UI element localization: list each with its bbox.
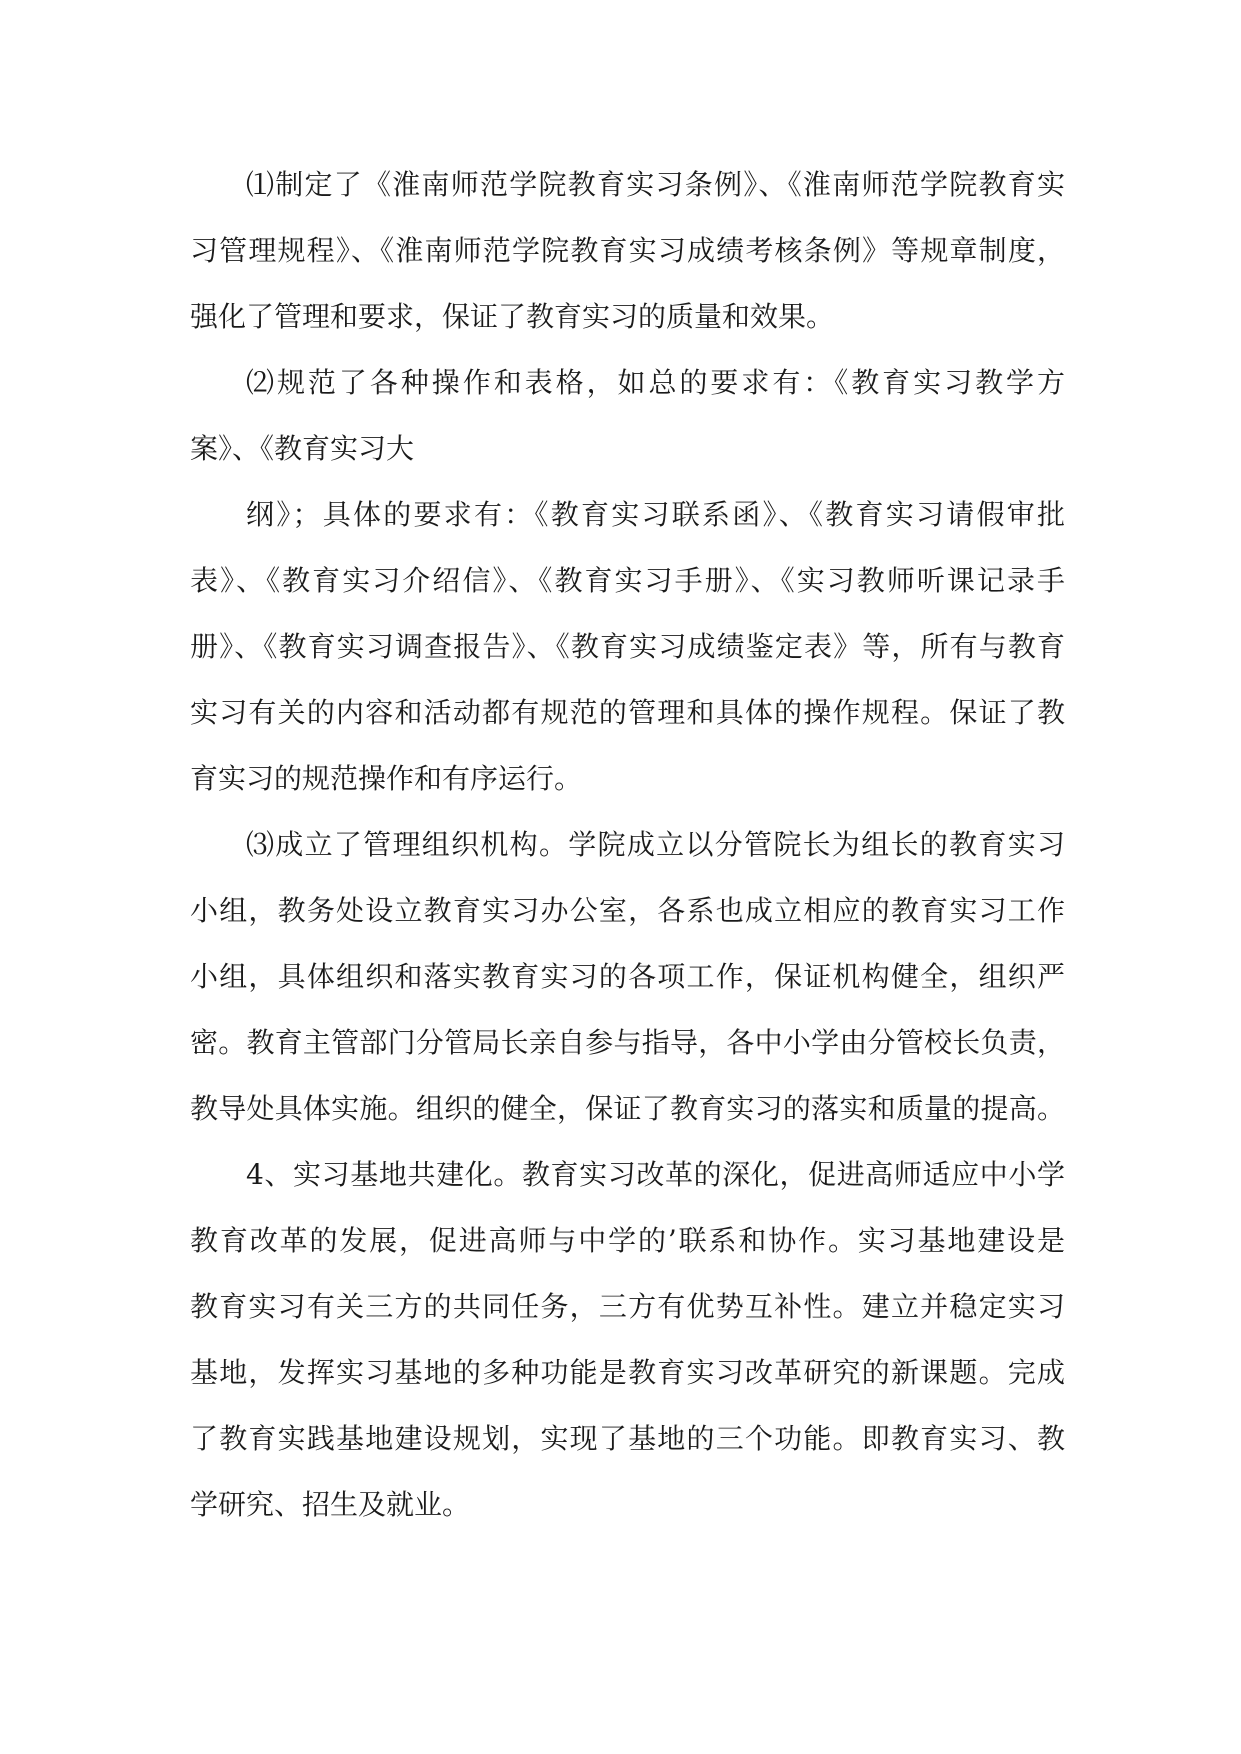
text-line: 育实习的规范操作和有序运行。 (190, 762, 583, 795)
text-line: 密。教育主管部门分管局长亲自参与指导，各中小学由分管校长负责， (190, 1026, 1065, 1059)
text-line: 基地，发挥实习基地的多种功能是教育实习改革研究的新课题。完成 (190, 1356, 1065, 1389)
paragraph-5 (190, 1142, 1065, 1538)
text-line: 表》、《教育实习介绍信》、《教育实习手册》、《实习教师听课记录手 (190, 564, 1065, 597)
text-line: 学研究、招生及就业。 (190, 1488, 471, 1521)
text-line: ⑶成立了管理组织机构。学院成立以分管院长为组长的教育实习 (246, 828, 1065, 861)
document-body (190, 152, 1065, 1538)
text-line: 册》、《教育实习调查报告》、《教育实习成绩鉴定表》等，所有与教育 (190, 630, 1065, 663)
text-line: 了教育实践基地建设规划，实现了基地的三个功能。即教育实习、教 (190, 1422, 1065, 1455)
text-line: 4、实习基地共建化。教育实习改革的深化，促进高师适应中小学 (246, 1158, 1065, 1191)
text-line: 教导处具体实施。组织的健全，保证了教育实习的落实和质量的提高。 (190, 1092, 1065, 1125)
text-line: ⑵规范了各种操作和表格，如总的要求有：《教育实习教学方 (246, 366, 1065, 399)
text-line: 纲》；具体的要求有：《教育实习联系函》、《教育实习请假审批 (246, 498, 1065, 531)
text-line: 强化了管理和要求，保证了教育实习的质量和效果。 (190, 300, 835, 333)
text-line: 小组，教务处设立教育实习办公室，各系也成立相应的教育实习工作 (190, 894, 1065, 927)
text-line: 教育改革的发展，促进高师与中学的’联系和协作。实习基地建设是 (190, 1224, 1065, 1257)
paragraph-4 (190, 812, 1065, 1142)
paragraph-2 (190, 350, 1065, 482)
paragraph-1 (190, 152, 1065, 350)
text-line: 案》、《教育实习大 (190, 432, 415, 465)
text-line: 实习有关的内容和活动都有规范的管理和具体的操作规程。保证了教 (190, 696, 1065, 729)
text-line: 习管理规程》、《淮南师范学院教育实习成绩考核条例》等规章制度， (190, 234, 1065, 267)
text-line: 教育实习有关三方的共同任务，三方有优势互补性。建立并稳定实习 (190, 1290, 1065, 1323)
paragraph-3 (190, 482, 1065, 812)
text-line: ⑴制定了《淮南师范学院教育实习条例》、《淮南师范学院教育实 (246, 168, 1065, 201)
text-line: 小组，具体组织和落实教育实习的各项工作，保证机构健全，组织严 (190, 960, 1065, 993)
